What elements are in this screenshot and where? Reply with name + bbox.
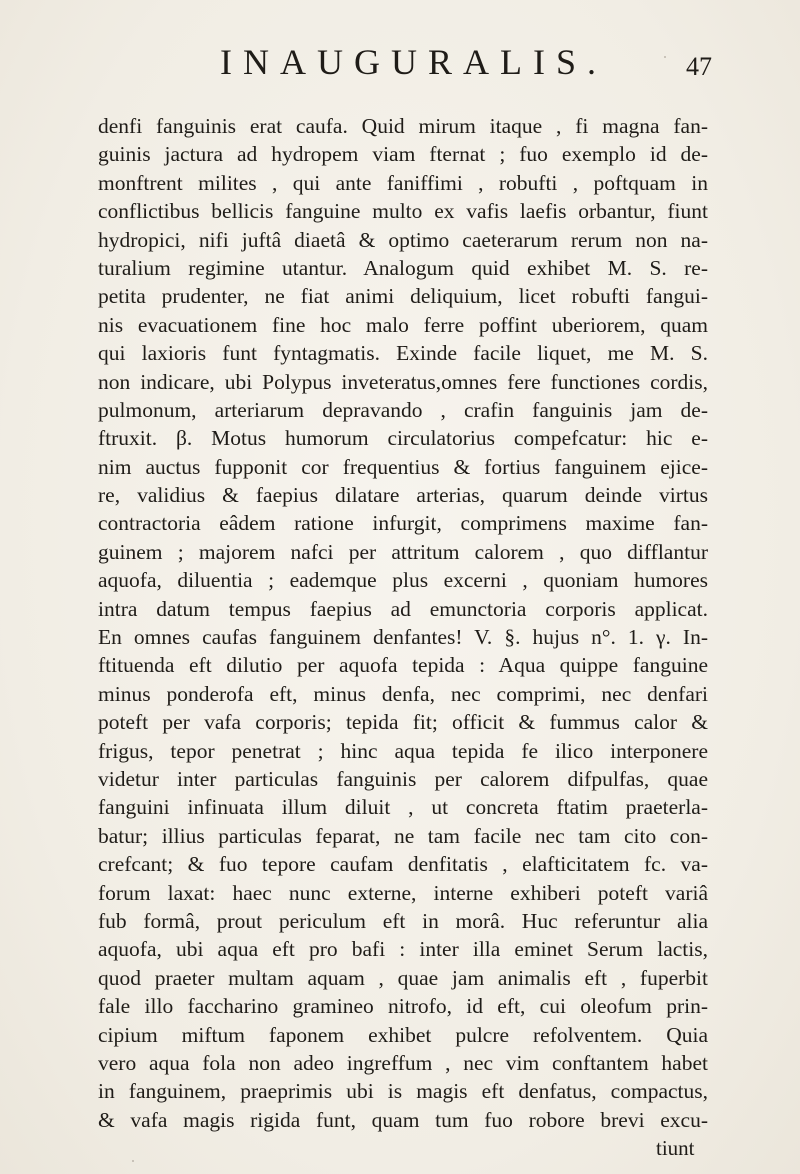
- text-line: re, validius & faepius dilatare arterias, quarum deinde virtus: [98, 483, 708, 508]
- text-line: batur; illius particulas feparat, ne tam facile nec tam cito con-: [98, 823, 708, 848]
- text-line: qui laxioris funt fyntagmatis. Exinde facile liquet, me M. S.: [98, 341, 708, 366]
- text-line: nis evacuationem fine hoc malo ferre poffint uberiorem, quam: [98, 312, 708, 337]
- text-line: minus ponderofa eft, minus denfa, nec comprimi, nec denfari: [98, 681, 708, 706]
- text-line: hydropici, nifi juftâ diaetâ & optimo caeterarum rerum non na-: [98, 227, 708, 252]
- text-line: monftrent milites , qui ante faniffimi , robufti , poftquam in: [98, 170, 708, 195]
- text-line: vero aqua fola non adeo ingreffum , nec vim conftantem habet: [98, 1050, 708, 1075]
- text-line: contractoria eâdem ratione infurgit, comprimens maxime fan-: [98, 511, 708, 536]
- running-title: INAUGURALIS.: [220, 42, 607, 82]
- text-line: fanguini infinuata illum diluit , ut concreta ftatim praeterla-: [98, 795, 708, 820]
- text-line: non indicare, ubi Polypus inveteratus,omnes fere functiones cordis,: [98, 369, 708, 394]
- text-line: intra datum tempus faepius ad emunctoria corporis applicat.: [98, 596, 708, 621]
- text-line: guinem ; majorem nafci per attritum calorem , quo difflantur: [98, 539, 708, 564]
- text-line: poteft per vafa corporis; tepida fit; officit & fummus calor &: [98, 710, 708, 735]
- text-line: denfi fanguinis erat caufa. Quid mirum itaque , fi magna fan-: [98, 114, 708, 138]
- text-line: fub formâ, prout periculum eft in morâ. Huc referuntur alia: [98, 908, 708, 933]
- text-line: guinis jactura ad hydropem viam fternat ; fuo exemplo id de-: [98, 142, 708, 167]
- page-number: 47: [686, 52, 712, 81]
- text-line: crefcant; & fuo tepore caufam denfitatis , elafticitatem fc. va-: [98, 852, 708, 877]
- text-line: videtur inter particulas fanguinis per calorem difpulfas, quae: [98, 766, 708, 791]
- paper-speck: [664, 56, 666, 58]
- text-line: frigus, tepor penetrat ; hinc aqua tepida fe ilico interponere: [98, 738, 708, 763]
- text-line: forum laxat: haec nunc externe, interne exhiberi poteft variâ: [98, 880, 708, 905]
- text-line: in fanguinem, praeprimis ubi is magis eft denfatus, compactus,: [98, 1079, 708, 1104]
- text-line: pulmonum, arteriarum depravando , crafin fanguinis jam de-: [98, 397, 708, 422]
- text-line: cipium miftum faponem exhibet pulcre refolventem. Quia: [98, 1022, 708, 1047]
- text-line: ftruxit. β. Motus humorum circulatorius compefcatur: hic e-: [98, 426, 708, 451]
- catchword: tiunt: [656, 1136, 695, 1160]
- running-head: [0, 42, 800, 82]
- text-line: aquofa, diluentia ; eademque plus excerni , quoniam humores: [98, 568, 708, 593]
- text-line: quod praeter multam aquam , quae jam animalis eft , fuperbit: [98, 965, 708, 990]
- paper-speck: [132, 1160, 134, 1162]
- text-line: petita prudenter, ne fiat animi deliquium, licet robufti fangui-: [98, 284, 708, 309]
- text-line: nim auctus fupponit cor frequentius & fortius fanguinem ejice-: [98, 454, 708, 479]
- text-line: En omnes caufas fanguinem denfantes! V. §. hujus n°. 1. γ. In-: [98, 625, 708, 650]
- body-text: [98, 112, 708, 1134]
- text-line: aquofa, ubi aqua eft pro bafi : inter illa eminet Serum lactis,: [98, 937, 708, 962]
- text-line: turalium regimine utantur. Analogum quid exhibet M. S. re-: [98, 255, 708, 280]
- text-line: & vafa magis rigida funt, quam tum fuo robore brevi excu-: [98, 1107, 708, 1132]
- text-line: fale illo faccharino gramineo nitrofo, id eft, cui oleofum prin-: [98, 994, 708, 1019]
- text-line: ftituenda eft dilutio per aquofa tepida : Aqua quippe fanguine: [98, 653, 708, 678]
- text-line: conflictibus bellicis fanguine multo ex vafis laefis orbantur, fiunt: [98, 199, 708, 224]
